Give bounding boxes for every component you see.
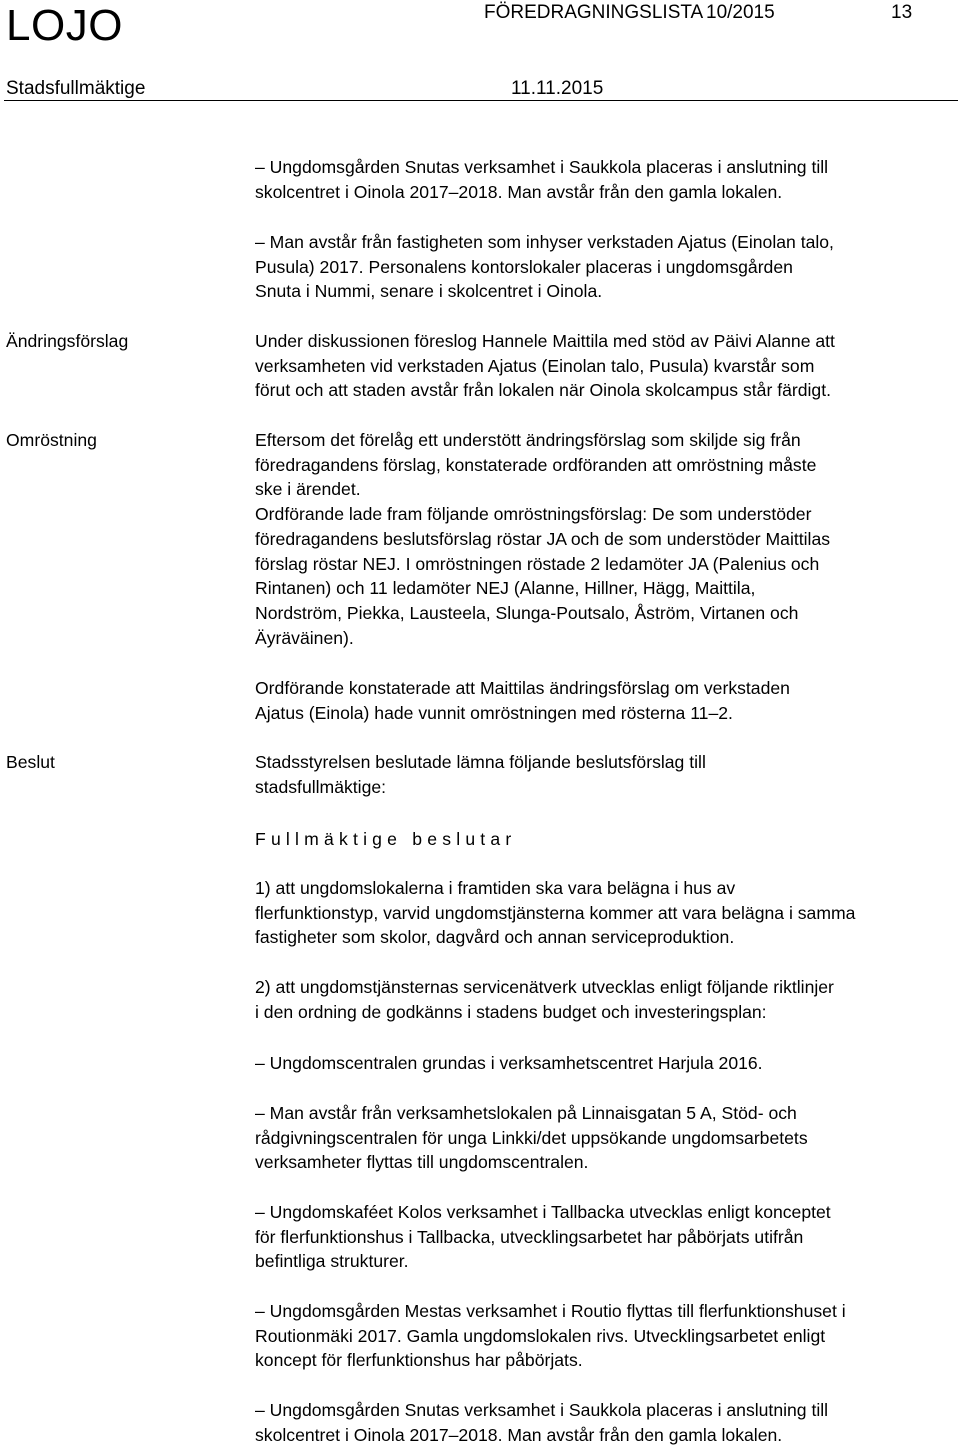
label-amendment: Ändringsförslag — [6, 331, 129, 351]
decision-bullet-mesta: – Ungdomsgården Mestas verksamhet i Routio flyttas till flerfunktionshuset i Routionmäki 2017. Gamla ungdomslokalen rivs. Utvecklingsarbetet enligt koncept för flerfunktionshus har påbörjats. — [255, 1301, 846, 1371]
council-decides-heading: Fullmäktige beslutar — [255, 829, 517, 849]
header-divider — [4, 100, 958, 101]
meeting-date: 11.11.2015 — [511, 78, 604, 99]
label-decision: Beslut — [6, 752, 55, 772]
logo: LOJO — [6, 1, 123, 50]
page-number: 13 — [891, 2, 913, 23]
decision-item-1: 1) att ungdomslokalerna i framtiden ska vara belägna i hus av flerfunktionstyp, varvid ungdomstjänsterna kommer att vara belägna i samma fastigheter som skolor, dagvård och annan serviceproduktion. — [255, 878, 856, 948]
decision-bullet-harjula: – Ungdomscentralen grundas i verksamhetscentret Harjula 2016. — [255, 1053, 763, 1073]
decision-intro-paragraph: Stadsstyrelsen beslutade lämna följande beslutsförslag till stadsfullmäktige: — [255, 752, 706, 797]
vote-result-paragraph: Ordförande konstaterade att Maittilas ändringsförslag om verkstaden Ajatus (Einola) hade vunnit omröstningen med rösterna 11–2. — [255, 678, 790, 723]
vote-paragraph: Eftersom det förelåg ett understött ändringsförslag som skiljde sig från föredragandens förslag, konstaterade ordföranden att omröstning måste ske i ärendet. Ordförande lade fram följande omröstningsförslag: De som understöder föredragandens beslutsförslag röstar JA och de som understöder Maittilas förslag röstar NEJ. I omröstningen röstade 2 ledamöter JA (Palenius och Rintanen) och 11 ledamöter NEJ (Alanne, Hillner, Hägg, Maittila, Nordström, Piekka, Lausteela, Slunga-Poutsalo, Åström, Virtanen och Äyräväinen). — [255, 430, 831, 648]
label-vote: Omröstning — [6, 430, 97, 450]
document-number: 10/2015 — [706, 2, 775, 23]
organ-name: Stadsfullmäktige — [6, 78, 146, 99]
decision-bullet-snuta: – Ungdomsgården Snutas verksamhet i Saukkola placeras i anslutning till skolcentret i Oinola 2017–2018. Man avstår från den gamla lokalen. — [255, 1400, 829, 1445]
document-title: FÖREDRAGNINGSLISTA — [484, 2, 704, 23]
amendment-paragraph: Under diskussionen föreslog Hannele Maittila med stöd av Päivi Alanne att verksamheten vid verkstaden Ajatus (Einolan talo, Pusula) kvarstår som förut och att staden avstår från lokalen när Oinola skolcampus står färdigt. — [255, 331, 835, 401]
decision-bullet-linnaisgatan: – Man avstår från verksamhetslokalen på Linnaisgatan 5 A, Stöd- och rådgivningscentralen för unga Linkki/det uppsökande ungdomsarbetets verksamheter flyttas till ungdomscentralen. — [255, 1103, 808, 1173]
decision-bullet-kolos: – Ungdomskaféet Kolos verksamhet i Tallbacka utvecklas enligt konceptet för flerfunktionshus i Tallbacka, utvecklingsarbetet har påbörjats utifrån befintliga strukturer. — [255, 1202, 831, 1272]
decision-item-2: 2) att ungdomstjänsternas servicenätverk utvecklas enligt följande riktlinjer i den ordning de godkänns i stadens budget och investeringsplan: — [255, 977, 834, 1022]
intro-bullet-snuta: – Ungdomsgården Snutas verksamhet i Saukkola placeras i anslutning till skolcentret i Oinola 2017–2018. Man avstår från den gamla lokalen. — [255, 157, 829, 202]
intro-bullet-ajatus: – Man avstår från fastigheten som inhyser verkstaden Ajatus (Einolan talo, Pusula) 2017. Personalens kontorslokaler placeras i ungdomsgården Snuta i Nummi, senare i skolcentret i Oinola. — [255, 232, 834, 302]
